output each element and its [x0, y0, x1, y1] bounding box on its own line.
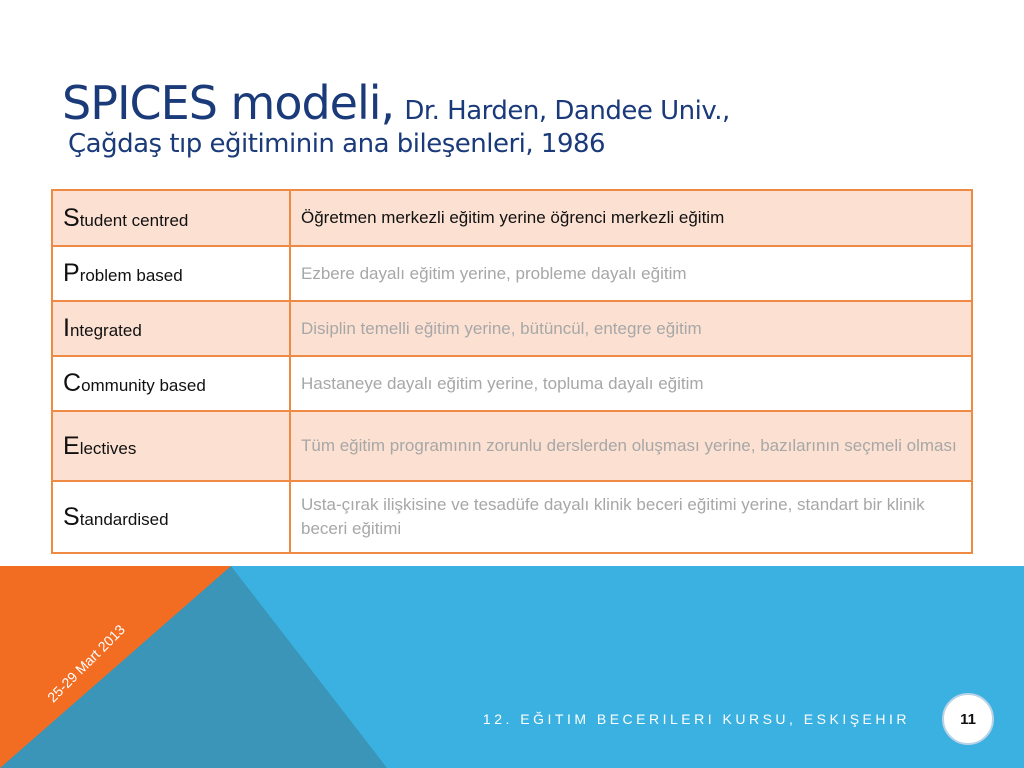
component-initial: S: [63, 203, 80, 232]
component-rest: roblem based: [79, 266, 183, 285]
page-number-badge: [942, 693, 994, 745]
component-initial: E: [63, 431, 80, 460]
description-cell: Disiplin temelli eğitim yerine, bütüncül, entegre eğitim: [290, 301, 972, 356]
table-row-integrated: [52, 301, 972, 356]
description-cell: Öğretmen merkezli eğitim yerine öğrenci merkezli eğitim: [290, 190, 972, 246]
description-cell: Usta-çırak ilişkisine ve tesadüfe dayalı klinik beceri eğitimi yerine, standart bir klinik beceri eğitimi: [290, 481, 972, 553]
component-cell: [52, 301, 290, 356]
component-rest: tudent centred: [79, 210, 189, 230]
page-number: 11: [960, 710, 976, 728]
component-cell: [52, 411, 290, 481]
footer-band: [0, 566, 1024, 768]
component-initial: P: [63, 259, 80, 287]
title-main: SPICES modeli,: [62, 76, 395, 130]
component-cell: [52, 356, 290, 411]
description-cell: Ezbere dayalı eğitim yerine, probleme dayalı eğitim: [290, 246, 972, 301]
description-cell: Hastaneye dayalı eğitim yerine, topluma dayalı eğitim: [290, 356, 972, 411]
table-row-standardised: [52, 481, 972, 553]
component-initial: C: [63, 369, 82, 397]
date-label: 25-29 Mart 2013: [44, 621, 128, 706]
table-row-student: [52, 190, 972, 246]
component-initial: I: [63, 314, 70, 342]
component-rest: tandardised: [79, 509, 169, 529]
component-rest: ntegrated: [69, 321, 142, 340]
table-row-problem: [52, 246, 972, 301]
description-cell: Tüm eğitim programının zorunlu derslerden oluşması yerine, bazılarının seçmeli olması: [290, 411, 972, 481]
title-subtitle: Dr. Harden, Dandee Univ.,: [404, 96, 730, 126]
component-initial: S: [63, 502, 80, 531]
component-rest: lectives: [79, 438, 137, 458]
table-row-community: [52, 356, 972, 411]
title-second-line: Çağdaş tıp eğitiminin ana bileşenleri, 1986: [68, 128, 606, 159]
component-rest: ommunity based: [81, 376, 206, 395]
table-row-electives: [52, 411, 972, 481]
course-label: 12. EĞITIM BECERILERI KURSU, ESKIŞEHIR: [482, 711, 910, 727]
component-cell: [52, 481, 290, 553]
spices-table: [51, 189, 973, 554]
component-cell: [52, 190, 290, 246]
slide-title: [62, 78, 730, 159]
component-cell: [52, 246, 290, 301]
